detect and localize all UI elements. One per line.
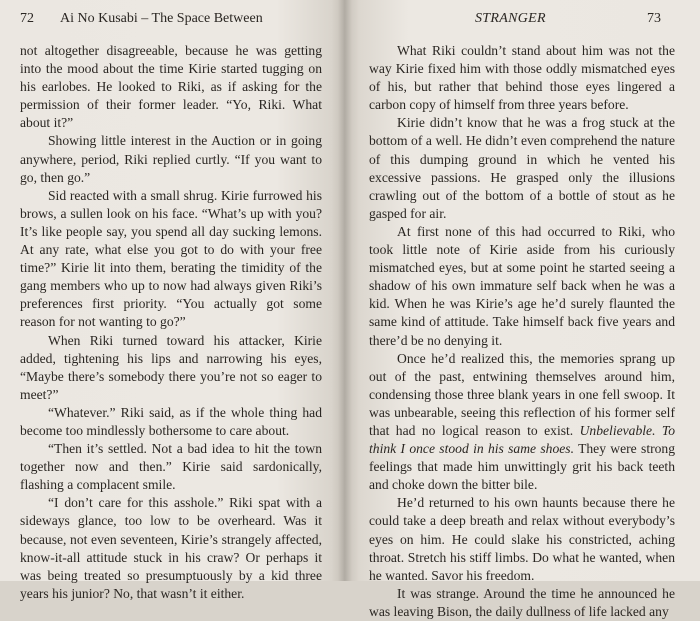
- right-page-number: 73: [647, 11, 661, 26]
- left-page: [0, 0, 345, 601]
- paragraph: It was strange. Around the time he announced he was leaving Bison, the daily dullness of life lacked any: [369, 585, 675, 619]
- paragraph: “Then it’s settled. Not a bad idea to hit the town together now and then.” Kirie said sardonically, flashing a complacent smile.: [20, 441, 322, 493]
- left-page-number: 72: [20, 11, 34, 26]
- left-running-head: Ai No Kusabi – The Space Between: [60, 11, 263, 26]
- paragraph: He’d returned to his own haunts because there he could take a deep breath and relax without everybody’s eyes on him. He could slake his constricted, aching throat. Stretch his stiff limbs. Do what he wanted, when he wanted. Savor his freedom.: [369, 495, 675, 583]
- paragraph-text-tail: They were strong feelings that made him unwittingly grit his back teeth and choke down the bitter bile.: [369, 441, 676, 493]
- paragraph: What Riki couldn’t stand about him was not the way Kirie fixed him with those oddly mismatched eyes of his, but rather that behind those eyes lingered a carbon copy of himself from three years before.: [369, 43, 675, 113]
- paragraph: When Riki turned toward his attacker, Kirie added, tightening his lips and narrowing his eyes, “Maybe there’s somebody there you’re not so eager to meet?”: [20, 332, 322, 402]
- paragraph: “I don’t care for this asshole.” Riki spat with a sideways glance, too low to be overheard. Was it because, not even seventeen, Kirie’s strangely affected, know-it-all attitude stuck in his craw? Or perhaps it was being treated so presumptuously by a kid three years his junior? No, that wasn’t it either.: [20, 495, 322, 601]
- right-running-head: STRANGER: [475, 11, 546, 26]
- paragraph-with-italic: [369, 350, 675, 495]
- right-page-body: [369, 42, 675, 621]
- paragraph: Sid reacted with a small shrug. Kirie furrowed his brows, a sullen look on his face. “What’s up with you? It’s like people say, you spend all day sucking lemons. At any rate, what else you got to do with your free time?” Kirie lit into them, berating the timidity of the gang members who up to now had always given Riki’s preferences first priority. “You actually got some reason for not wanting to go?”: [20, 187, 322, 330]
- paragraph: Showing little interest in the Auction or in going anywhere, period, Riki replied curtly. “If you want to go, then go.”: [20, 133, 322, 185]
- italic-thought: Unbelievable. To think I once stood in his same shoes.: [369, 422, 675, 457]
- right-page: [345, 0, 700, 619]
- paragraph: At first none of this had occurred to Riki, who took little note of Kirie aside from his curiously mismatched eyes, but at some point he started seeing a shadow of his own immature self back when he was a kid. When he was Kirie’s age he’d surely flaunted the same kind of attitude. Take himself back five years and there’d be no denying it.: [369, 223, 675, 348]
- paragraph: Kirie didn’t know that he was a frog stuck at the bottom of a well. He didn’t even comprehend the nature of this dumping ground in which he vented his excessive passions. He grasped only the illusions crawling out of the bottom of a bottle of stout as he gasped for air.: [369, 115, 675, 221]
- paragraph: “Whatever.” Riki said, as if the whole thing had become too mindlessly bothersome to care about.: [20, 404, 322, 438]
- left-page-body: [20, 42, 322, 603]
- paragraph: not altogether disagreeable, because he was getting into the mood about the time Kirie started tugging on his earlobes. He looked to Riki, as if asking for the permission of their former leader. “Yo, Riki. What about it?”: [20, 43, 322, 131]
- paragraph-text: Once he’d realized this, the memories sprang up out of the past, entwining themselves around him, condensing those three blank years in one fell swoop. It was unbearable, seeing this reflection of his former self that had no logical reason to exist.: [369, 350, 675, 438]
